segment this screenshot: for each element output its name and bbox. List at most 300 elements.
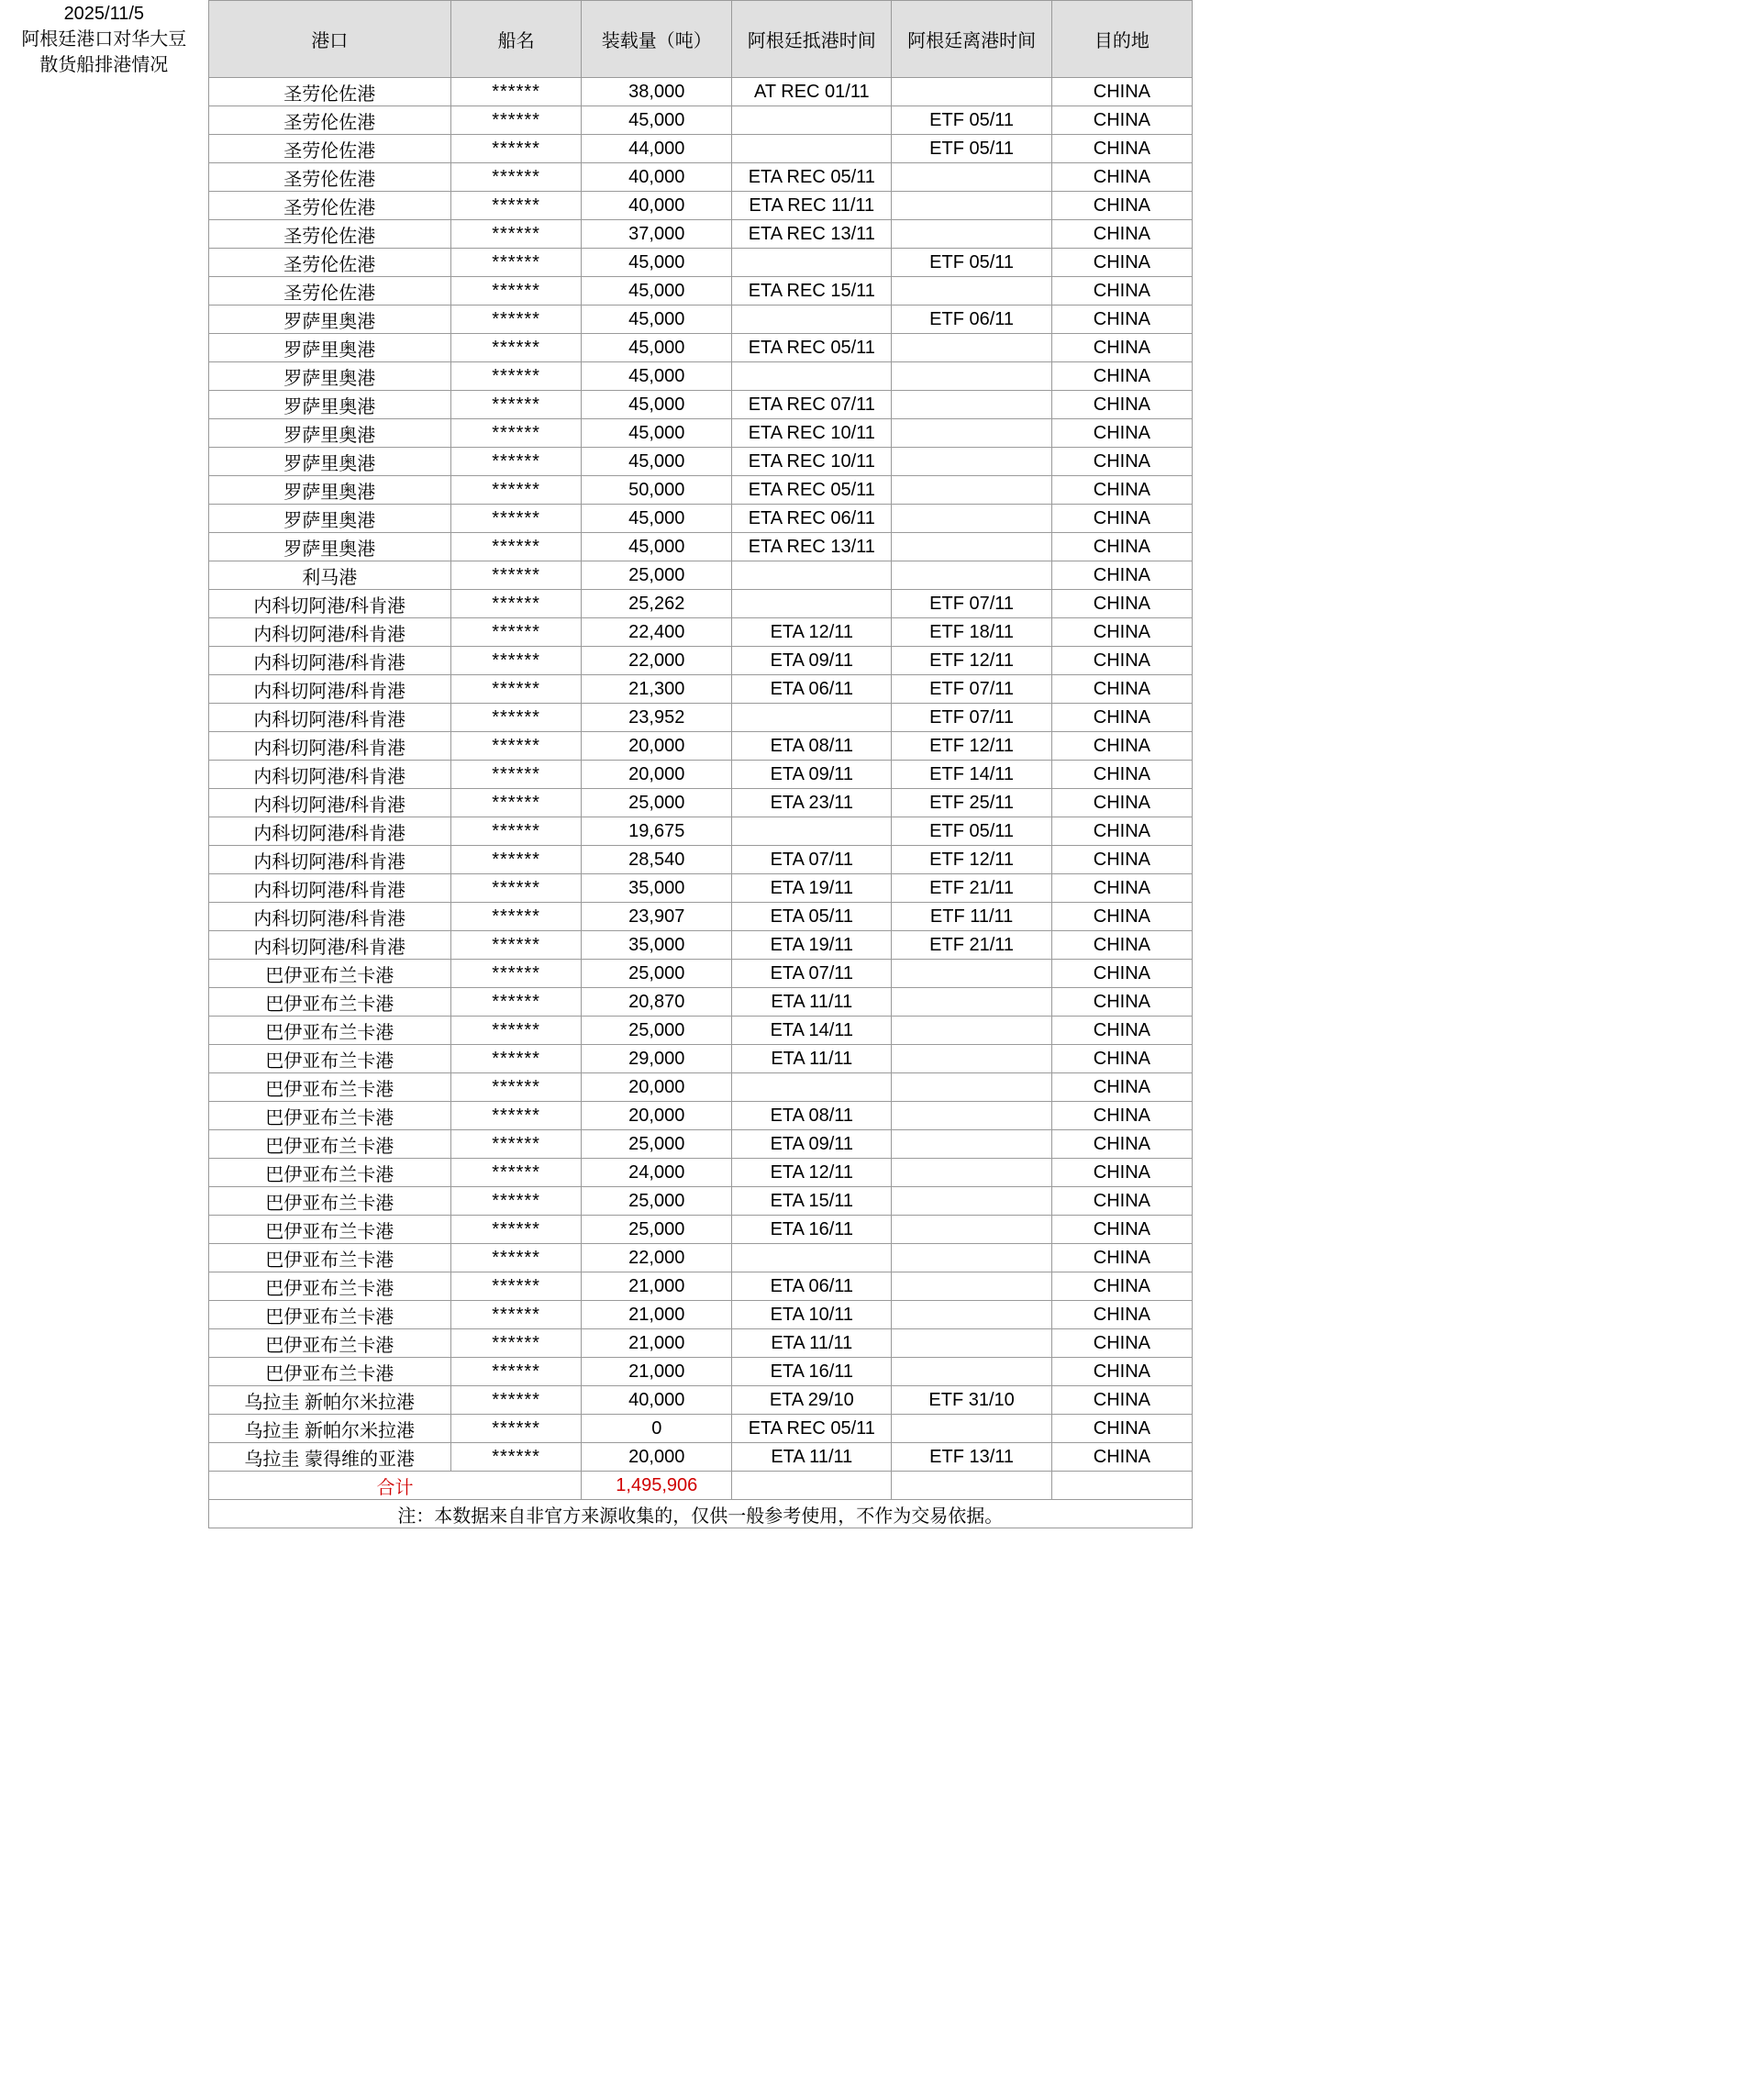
cell-load: 38,000 — [582, 78, 732, 106]
cell-destination: CHINA — [1051, 732, 1192, 761]
cell-ship: ****** — [450, 505, 582, 533]
row-spacer — [0, 704, 208, 732]
cell-load: 22,000 — [582, 647, 732, 675]
cell-ship: ****** — [450, 675, 582, 704]
cell-load: 21,000 — [582, 1272, 732, 1301]
row-spacer — [0, 1386, 208, 1415]
table-row — [0, 163, 1193, 192]
cell-port: 巴伊亚布兰卡港 — [208, 1045, 450, 1073]
cell-ship: ****** — [450, 163, 582, 192]
cell-destination: CHINA — [1051, 675, 1192, 704]
cell-destination: CHINA — [1051, 192, 1192, 220]
column-header-port: 港口 — [208, 1, 450, 78]
cell-etf: ETF 12/11 — [892, 647, 1051, 675]
cell-eta: ETA REC 13/11 — [732, 220, 892, 249]
row-spacer — [0, 1244, 208, 1272]
cell-ship: ****** — [450, 789, 582, 817]
cell-ship: ****** — [450, 1415, 582, 1443]
cell-destination: CHINA — [1051, 817, 1192, 846]
cell-destination: CHINA — [1051, 306, 1192, 334]
cell-etf: ETF 07/11 — [892, 704, 1051, 732]
table-row — [0, 1386, 1193, 1415]
cell-ship: ****** — [450, 1159, 582, 1187]
table-row — [0, 561, 1193, 590]
table-row — [0, 135, 1193, 163]
cell-load: 45,000 — [582, 249, 732, 277]
cell-eta: ETA 15/11 — [732, 1187, 892, 1216]
cell-etf — [892, 476, 1051, 505]
table-row — [0, 732, 1193, 761]
table-row — [0, 1244, 1193, 1272]
cell-etf: ETF 18/11 — [892, 618, 1051, 647]
row-spacer — [0, 1017, 208, 1045]
cell-eta: ETA 23/11 — [732, 789, 892, 817]
cell-eta — [732, 817, 892, 846]
cell-ship: ****** — [450, 1130, 582, 1159]
row-spacer — [0, 163, 208, 192]
cell-destination: CHINA — [1051, 1329, 1192, 1358]
cell-etf: ETF 11/11 — [892, 903, 1051, 931]
cell-eta — [732, 249, 892, 277]
cell-eta: ETA 16/11 — [732, 1358, 892, 1386]
cell-load: 20,000 — [582, 761, 732, 789]
cell-etf — [892, 220, 1051, 249]
cell-ship: ****** — [450, 988, 582, 1017]
cell-ship: ****** — [450, 1386, 582, 1415]
cell-etf — [892, 419, 1051, 448]
cell-eta: ETA 06/11 — [732, 675, 892, 704]
cell-eta: ETA 19/11 — [732, 874, 892, 903]
table-row — [0, 647, 1193, 675]
cell-ship: ****** — [450, 647, 582, 675]
cell-port: 内科切阿港/科肯港 — [208, 590, 450, 618]
cell-load: 37,000 — [582, 220, 732, 249]
cell-destination: CHINA — [1051, 1415, 1192, 1443]
row-spacer — [0, 1443, 208, 1472]
cell-port: 内科切阿港/科肯港 — [208, 931, 450, 960]
row-spacer — [0, 192, 208, 220]
cell-destination: CHINA — [1051, 1301, 1192, 1329]
cell-eta — [732, 590, 892, 618]
row-spacer — [0, 732, 208, 761]
row-spacer — [0, 533, 208, 561]
report-title-line2: 阿根廷港口对华大豆 — [21, 28, 187, 50]
table-row — [0, 1017, 1193, 1045]
cell-load: 40,000 — [582, 192, 732, 220]
disclaimer-note: 注：本数据来自非官方来源收集的，仅供一般参考使用，不作为交易依据。 — [208, 1500, 1192, 1528]
note-row — [0, 1500, 1193, 1528]
row-spacer — [0, 647, 208, 675]
table-footer — [0, 1472, 1193, 1528]
cell-etf: ETF 05/11 — [892, 106, 1051, 135]
report-title-line3: 散货船排港情况 — [39, 54, 169, 75]
cell-eta: ETA 05/11 — [732, 903, 892, 931]
cell-load: 25,000 — [582, 1130, 732, 1159]
cell-destination: CHINA — [1051, 903, 1192, 931]
table-row — [0, 220, 1193, 249]
cell-destination: CHINA — [1051, 931, 1192, 960]
table-row — [0, 505, 1193, 533]
table-row — [0, 1130, 1193, 1159]
cell-load: 45,000 — [582, 306, 732, 334]
cell-port: 乌拉圭 新帕尔米拉港 — [208, 1386, 450, 1415]
cell-etf: ETF 21/11 — [892, 931, 1051, 960]
table-row — [0, 192, 1193, 220]
cell-destination: CHINA — [1051, 1130, 1192, 1159]
cell-eta: ETA 08/11 — [732, 732, 892, 761]
cell-etf — [892, 988, 1051, 1017]
cell-ship: ****** — [450, 1329, 582, 1358]
cell-eta: ETA 09/11 — [732, 647, 892, 675]
cell-destination: CHINA — [1051, 220, 1192, 249]
cell-etf — [892, 1244, 1051, 1272]
cell-port: 内科切阿港/科肯港 — [208, 846, 450, 874]
table-row — [0, 846, 1193, 874]
cell-port: 罗萨里奥港 — [208, 419, 450, 448]
cell-eta: ETA 11/11 — [732, 1329, 892, 1358]
cell-load: 45,000 — [582, 362, 732, 391]
cell-destination: CHINA — [1051, 391, 1192, 419]
cell-ship: ****** — [450, 561, 582, 590]
cell-load: 28,540 — [582, 846, 732, 874]
total-label: 合计 — [208, 1472, 582, 1500]
cell-port: 巴伊亚布兰卡港 — [208, 1159, 450, 1187]
cell-load: 45,000 — [582, 277, 732, 306]
cell-port: 巴伊亚布兰卡港 — [208, 960, 450, 988]
cell-load: 20,000 — [582, 732, 732, 761]
table-row — [0, 1216, 1193, 1244]
cell-port: 巴伊亚布兰卡港 — [208, 1272, 450, 1301]
cell-port: 内科切阿港/科肯港 — [208, 817, 450, 846]
row-spacer — [0, 220, 208, 249]
cell-load: 35,000 — [582, 874, 732, 903]
cell-ship: ****** — [450, 106, 582, 135]
cell-destination: CHINA — [1051, 761, 1192, 789]
cell-etf — [892, 561, 1051, 590]
cell-port: 罗萨里奥港 — [208, 533, 450, 561]
cell-eta — [732, 306, 892, 334]
cell-destination: CHINA — [1051, 874, 1192, 903]
row-spacer — [0, 1045, 208, 1073]
cell-ship: ****** — [450, 1244, 582, 1272]
cell-port: 罗萨里奥港 — [208, 334, 450, 362]
table-row — [0, 1358, 1193, 1386]
cell-destination: CHINA — [1051, 106, 1192, 135]
cell-etf — [892, 1102, 1051, 1130]
cell-etf: ETF 13/11 — [892, 1443, 1051, 1472]
cell-ship: ****** — [450, 476, 582, 505]
cell-ship: ****** — [450, 135, 582, 163]
table-row — [0, 761, 1193, 789]
cell-port: 乌拉圭 蒙得维的亚港 — [208, 1443, 450, 1472]
cell-eta — [732, 362, 892, 391]
cell-etf — [892, 192, 1051, 220]
cell-port: 圣劳伦佐港 — [208, 249, 450, 277]
table-row — [0, 106, 1193, 135]
cell-port: 内科切阿港/科肯港 — [208, 732, 450, 761]
cell-etf: ETF 07/11 — [892, 675, 1051, 704]
cell-port: 罗萨里奥港 — [208, 306, 450, 334]
cell-destination: CHINA — [1051, 533, 1192, 561]
cell-load: 44,000 — [582, 135, 732, 163]
cell-ship: ****** — [450, 846, 582, 874]
cell-eta: ETA 10/11 — [732, 1301, 892, 1329]
cell-destination: CHINA — [1051, 334, 1192, 362]
cell-eta: ETA REC 05/11 — [732, 1415, 892, 1443]
cell-load: 23,952 — [582, 704, 732, 732]
cell-eta: ETA 06/11 — [732, 1272, 892, 1301]
cell-port: 巴伊亚布兰卡港 — [208, 988, 450, 1017]
cell-ship: ****** — [450, 590, 582, 618]
cell-load: 21,300 — [582, 675, 732, 704]
cell-port: 巴伊亚布兰卡港 — [208, 1329, 450, 1358]
cell-eta: ETA 16/11 — [732, 1216, 892, 1244]
table-row — [0, 533, 1193, 561]
cell-port: 圣劳伦佐港 — [208, 106, 450, 135]
row-spacer — [0, 334, 208, 362]
cell-load: 45,000 — [582, 391, 732, 419]
cell-port: 巴伊亚布兰卡港 — [208, 1216, 450, 1244]
cell-port: 巴伊亚布兰卡港 — [208, 1130, 450, 1159]
table-row — [0, 419, 1193, 448]
total-etf-blank — [892, 1472, 1051, 1500]
cell-destination: CHINA — [1051, 647, 1192, 675]
cell-load: 50,000 — [582, 476, 732, 505]
cell-destination: CHINA — [1051, 419, 1192, 448]
cell-etf: ETF 05/11 — [892, 135, 1051, 163]
report-title — [0, 1, 208, 78]
cell-destination: CHINA — [1051, 1386, 1192, 1415]
cell-ship: ****** — [450, 1358, 582, 1386]
row-spacer — [0, 1216, 208, 1244]
cell-ship: ****** — [450, 419, 582, 448]
cell-ship: ****** — [450, 903, 582, 931]
row-spacer — [0, 874, 208, 903]
table-row — [0, 675, 1193, 704]
cell-eta: ETA REC 10/11 — [732, 419, 892, 448]
cell-load: 25,000 — [582, 789, 732, 817]
row-spacer — [0, 1187, 208, 1216]
cell-eta: ETA 12/11 — [732, 1159, 892, 1187]
cell-load: 45,000 — [582, 533, 732, 561]
table-row — [0, 1301, 1193, 1329]
row-spacer — [0, 277, 208, 306]
cell-destination: CHINA — [1051, 135, 1192, 163]
cell-ship: ****** — [450, 1443, 582, 1472]
cell-destination: CHINA — [1051, 78, 1192, 106]
row-spacer — [0, 960, 208, 988]
row-spacer — [0, 362, 208, 391]
cell-destination: CHINA — [1051, 704, 1192, 732]
cell-load: 45,000 — [582, 505, 732, 533]
cell-load: 21,000 — [582, 1358, 732, 1386]
cell-etf — [892, 277, 1051, 306]
table-row — [0, 1443, 1193, 1472]
cell-destination: CHINA — [1051, 249, 1192, 277]
cell-ship: ****** — [450, 277, 582, 306]
table-row — [0, 817, 1193, 846]
cell-ship: ****** — [450, 306, 582, 334]
cell-port: 内科切阿港/科肯港 — [208, 874, 450, 903]
cell-etf — [892, 448, 1051, 476]
cell-ship: ****** — [450, 334, 582, 362]
cell-etf — [892, 505, 1051, 533]
row-spacer — [0, 1301, 208, 1329]
table-row — [0, 988, 1193, 1017]
row-spacer — [0, 931, 208, 960]
row-spacer — [0, 1329, 208, 1358]
cell-eta: ETA 09/11 — [732, 1130, 892, 1159]
row-spacer — [0, 903, 208, 931]
cell-eta — [732, 106, 892, 135]
table-row — [0, 1159, 1193, 1187]
cell-eta — [732, 561, 892, 590]
cell-destination: CHINA — [1051, 476, 1192, 505]
table-row — [0, 704, 1193, 732]
table-row — [0, 1073, 1193, 1102]
cell-port: 圣劳伦佐港 — [208, 220, 450, 249]
cell-ship: ****** — [450, 533, 582, 561]
cell-port: 罗萨里奥港 — [208, 448, 450, 476]
cell-etf — [892, 1415, 1051, 1443]
cell-ship: ****** — [450, 874, 582, 903]
cell-etf — [892, 334, 1051, 362]
table-row — [0, 448, 1193, 476]
row-spacer — [0, 1159, 208, 1187]
cell-load: 25,000 — [582, 960, 732, 988]
cell-eta: ETA 09/11 — [732, 761, 892, 789]
table-body — [0, 78, 1193, 1472]
cell-etf — [892, 391, 1051, 419]
cell-ship: ****** — [450, 448, 582, 476]
cell-port: 巴伊亚布兰卡港 — [208, 1244, 450, 1272]
table-row — [0, 1415, 1193, 1443]
row-spacer — [0, 1130, 208, 1159]
column-header-destination: 目的地 — [1051, 1, 1192, 78]
cell-port: 圣劳伦佐港 — [208, 277, 450, 306]
total-row — [0, 1472, 1193, 1500]
total-eta-blank — [732, 1472, 892, 1500]
table-row — [0, 874, 1193, 903]
cell-ship: ****** — [450, 1017, 582, 1045]
row-spacer — [0, 1358, 208, 1386]
cell-etf — [892, 1272, 1051, 1301]
cell-load: 23,907 — [582, 903, 732, 931]
table-row — [0, 931, 1193, 960]
cell-destination: CHINA — [1051, 1045, 1192, 1073]
cell-destination: CHINA — [1051, 789, 1192, 817]
cell-destination: CHINA — [1051, 505, 1192, 533]
table-row — [0, 1272, 1193, 1301]
cell-etf — [892, 1187, 1051, 1216]
cell-etf — [892, 533, 1051, 561]
cell-etf — [892, 1216, 1051, 1244]
cell-load: 25,000 — [582, 1216, 732, 1244]
table-row — [0, 789, 1193, 817]
cell-destination: CHINA — [1051, 362, 1192, 391]
cell-etf: ETF 12/11 — [892, 846, 1051, 874]
cell-destination: CHINA — [1051, 1443, 1192, 1472]
cell-destination: CHINA — [1051, 1272, 1192, 1301]
cell-etf: ETF 12/11 — [892, 732, 1051, 761]
cell-load: 20,000 — [582, 1073, 732, 1102]
row-spacer — [0, 306, 208, 334]
cell-eta — [732, 135, 892, 163]
cell-etf — [892, 362, 1051, 391]
cell-etf — [892, 1159, 1051, 1187]
row-spacer — [0, 761, 208, 789]
table-row — [0, 362, 1193, 391]
cell-eta: ETA 07/11 — [732, 960, 892, 988]
cell-destination: CHINA — [1051, 590, 1192, 618]
cell-eta: ETA REC 10/11 — [732, 448, 892, 476]
table-row — [0, 391, 1193, 419]
cell-port: 利马港 — [208, 561, 450, 590]
table-header — [0, 1, 1193, 78]
cell-port: 罗萨里奥港 — [208, 505, 450, 533]
cell-eta: ETA REC 05/11 — [732, 334, 892, 362]
cell-eta: ETA 11/11 — [732, 988, 892, 1017]
table-row — [0, 590, 1193, 618]
report-title-date: 2025/11/5 — [63, 3, 145, 24]
cell-port: 圣劳伦佐港 — [208, 78, 450, 106]
cell-ship: ****** — [450, 1073, 582, 1102]
cell-port: 巴伊亚布兰卡港 — [208, 1187, 450, 1216]
column-header-load: 装载量（吨） — [582, 1, 732, 78]
cell-destination: CHINA — [1051, 988, 1192, 1017]
cell-destination: CHINA — [1051, 1102, 1192, 1130]
cell-load: 29,000 — [582, 1045, 732, 1073]
cell-port: 内科切阿港/科肯港 — [208, 789, 450, 817]
cell-ship: ****** — [450, 220, 582, 249]
cell-ship: ****** — [450, 362, 582, 391]
cell-load: 22,000 — [582, 1244, 732, 1272]
cell-etf — [892, 960, 1051, 988]
cell-load: 40,000 — [582, 163, 732, 192]
cell-port: 巴伊亚布兰卡港 — [208, 1358, 450, 1386]
cell-etf: ETF 25/11 — [892, 789, 1051, 817]
table-row — [0, 1329, 1193, 1358]
cell-destination: CHINA — [1051, 1159, 1192, 1187]
cell-load: 45,000 — [582, 106, 732, 135]
cell-etf: ETF 07/11 — [892, 590, 1051, 618]
cell-load: 0 — [582, 1415, 732, 1443]
cell-etf: ETF 21/11 — [892, 874, 1051, 903]
row-spacer — [0, 590, 208, 618]
cell-port: 罗萨里奥港 — [208, 476, 450, 505]
cell-ship: ****** — [450, 1102, 582, 1130]
cell-eta: ETA 08/11 — [732, 1102, 892, 1130]
cell-port: 圣劳伦佐港 — [208, 135, 450, 163]
cell-port: 巴伊亚布兰卡港 — [208, 1301, 450, 1329]
cell-eta: ETA 11/11 — [732, 1045, 892, 1073]
cell-port: 内科切阿港/科肯港 — [208, 704, 450, 732]
row-spacer — [0, 78, 208, 106]
cell-etf: ETF 05/11 — [892, 249, 1051, 277]
cell-ship: ****** — [450, 761, 582, 789]
cell-destination: CHINA — [1051, 1017, 1192, 1045]
cell-eta: ETA 07/11 — [732, 846, 892, 874]
row-spacer — [0, 476, 208, 505]
cell-etf — [892, 1358, 1051, 1386]
cell-load: 35,000 — [582, 931, 732, 960]
cell-eta: ETA REC 11/11 — [732, 192, 892, 220]
cell-eta: AT REC 01/11 — [732, 78, 892, 106]
row-spacer — [0, 618, 208, 647]
cell-eta: ETA REC 15/11 — [732, 277, 892, 306]
cell-ship: ****** — [450, 78, 582, 106]
cell-load: 20,000 — [582, 1102, 732, 1130]
